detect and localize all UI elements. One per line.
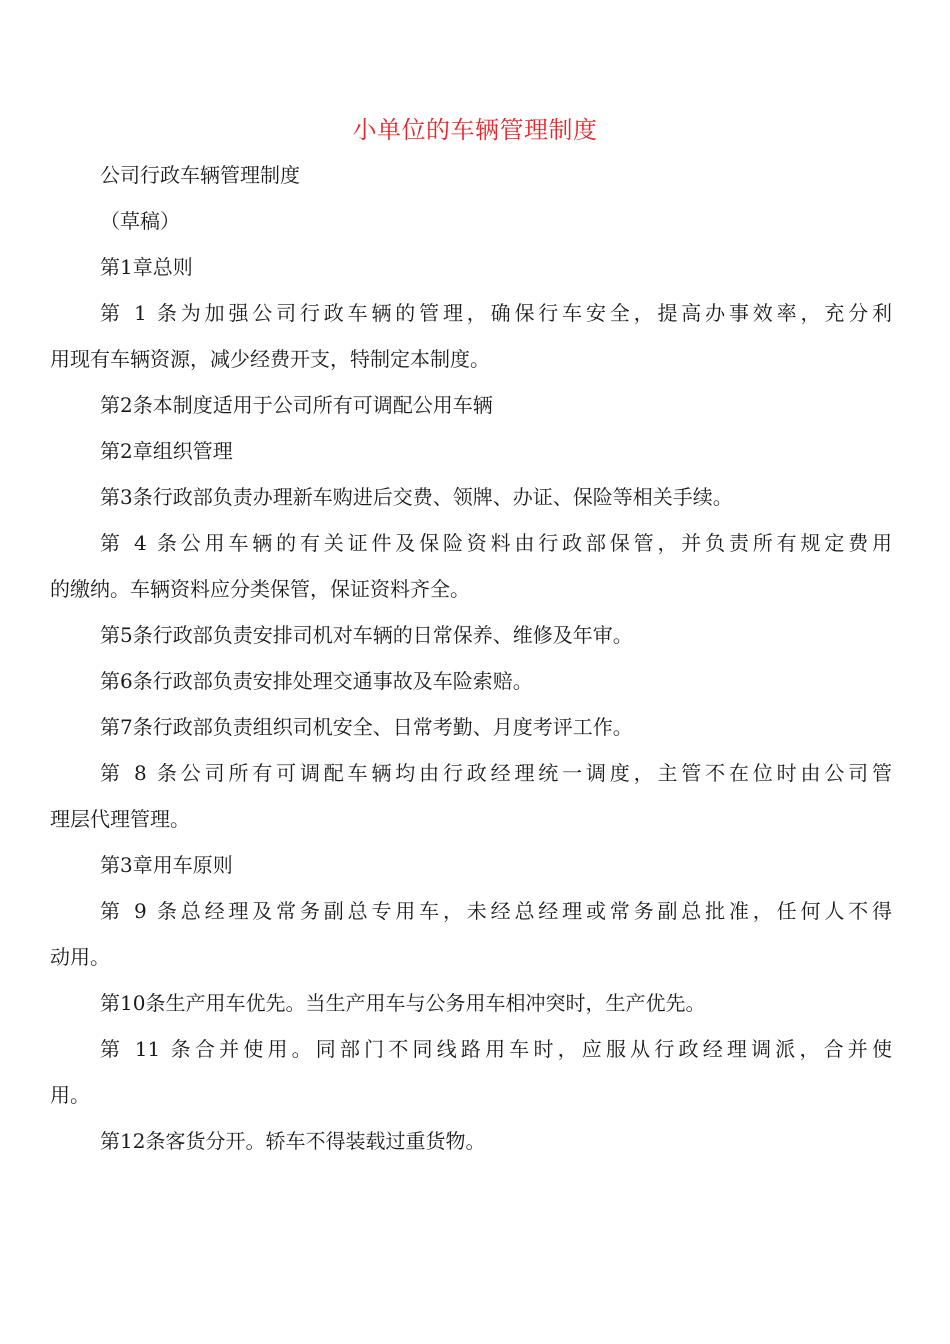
- chapter-heading: 第3章用车原则: [100, 853, 233, 877]
- article-10: 第10条生产用车优先。当生产用车与公务用车相冲突时，生产优先。: [100, 991, 706, 1015]
- article-11: [50, 1026, 892, 1118]
- draft-note: （草稿）: [100, 209, 180, 233]
- article-11-line-2: 用。: [50, 1083, 90, 1107]
- article-3: 第3条行政部负责办理新车购进后交费、领牌、办证、保险等相关手续。: [100, 485, 733, 509]
- chapter-heading: 第2章组织管理: [100, 439, 233, 463]
- article-9-line-2: 动用。: [50, 945, 110, 969]
- chapter-heading: 第1章总则: [100, 255, 193, 279]
- article-1-line-1: 第 1 条为加强公司行政车辆的管理，确保行车安全，提高办事效率，充分利: [100, 301, 892, 325]
- article-4: [50, 520, 892, 612]
- article-6: 第6条行政部负责安排处理交通事故及车险索赔。: [100, 669, 533, 693]
- article-12: 第12条客货分开。轿车不得装载过重货物。: [100, 1129, 486, 1153]
- article-5: 第5条行政部负责安排司机对车辆的日常保养、维修及年审。: [100, 623, 633, 647]
- article-8: [50, 750, 892, 842]
- article-1-line-2: 用现有车辆资源，减少经费开支，特制定本制度。: [50, 347, 490, 371]
- article-2: 第2条本制度适用于公司所有可调配公用车辆: [100, 393, 493, 417]
- article-8-line-2: 理层代理管理。: [50, 807, 190, 831]
- article-9-line-1: 第 9 条总经理及常务副总专用车，未经总经理或常务副总批准，任何人不得: [100, 899, 892, 923]
- article-8-line-1: 第 8 条公司所有可调配车辆均由行政经理统一调度，主管不在位时由公司管: [100, 761, 892, 785]
- article-4-line-2: 的缴纳。车辆资料应分类保管，保证资料齐全。: [50, 577, 470, 601]
- document-title: 小单位的车辆管理制度: [352, 116, 598, 144]
- article-9: [50, 888, 892, 980]
- article-11-line-1: 第 11 条合并使用。同部门不同线路用车时，应服从行政经理调派，合并使: [100, 1037, 892, 1061]
- article-7: 第7条行政部负责组织司机安全、日常考勤、月度考评工作。: [100, 715, 633, 739]
- article-4-line-1: 第 4 条公用车辆的有关证件及保险资料由行政部保管，并负责所有规定费用: [100, 531, 892, 555]
- article-1: [50, 290, 892, 382]
- document-body: [50, 152, 892, 1164]
- subtitle: 公司行政车辆管理制度: [100, 163, 300, 187]
